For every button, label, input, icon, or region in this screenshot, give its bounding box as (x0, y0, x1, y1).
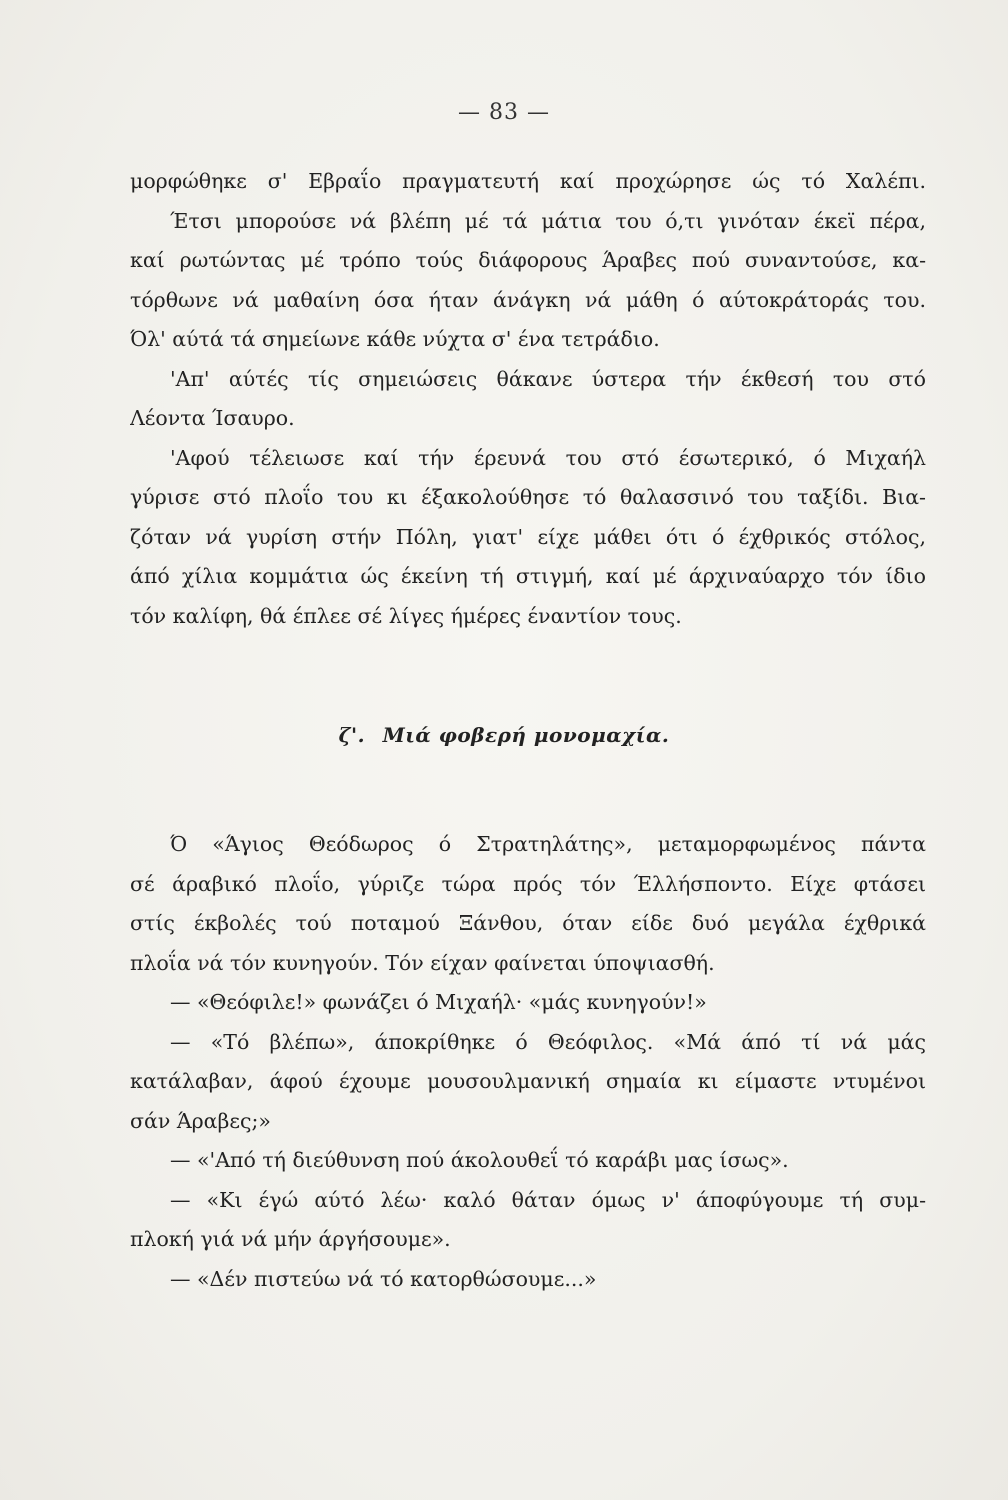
text-line: πλοκή γιά νά μήν άργήσουμε». (130, 1227, 451, 1251)
body-text-section-2 (130, 825, 926, 1299)
text-line: ζόταν νά γυρίση στήν Πόλη, γιατ' είχε μάθει ότι ό έχθρικός στόλος, (130, 524, 926, 549)
text-line: γύρισε στό πλοΐο του κι έξακολούθησε τό θαλασσινό του ταξίδι. Βια- (130, 485, 926, 509)
page-number: — 83 — (458, 100, 550, 125)
text-line: πλοΐα νά τόν κυνηγούν. Τόν είχαν φαίνεται ύποψιασθή. (130, 950, 715, 975)
dialogue-line: — «Δέν πιστεύω νά τό κατορθώσουμε...» (170, 1266, 597, 1291)
text-line: 'Απ' αύτές τίς σημειώσεις θάκανε ύστερα τήν έκθεσή του στό (170, 366, 926, 391)
dialogue-line: — «'Από τή διεύθυνση πού άκολουθεΐ τό καράβι μας ίσως». (170, 1148, 789, 1172)
text-line: Λέοντα Ίσαυρο. (130, 406, 295, 430)
text-line: τόρθωνε νά μαθαίνη όσα ήταν άνάγκη νά μάθη ό αύτοκράτοράς του. (130, 287, 926, 312)
text-line: άπό χίλια κομμάτια ώς έκείνη τή στιγμή, καί μέ άρχιναύαρχο τόν ίδιο (130, 564, 926, 588)
chapter-number: ζ'. (338, 723, 366, 747)
text-line: μορφώθηκε σ' Εβραΐο πραγματευτή καί προχώρησε ώς τό Χαλέπι. (130, 169, 926, 193)
text-line: κατάλαβαν, άφού έχουμε μουσουλμανική σημαία κι είμαστε ντυμένοι (130, 1069, 926, 1093)
text-line: σέ άραβικό πλοΐο, γύριζε τώρα πρός τόν Έλλήσποντο. Είχε φτάσει (130, 871, 926, 896)
chapter-heading (0, 723, 1008, 747)
text-line: σάν Άραβες;» (130, 1108, 271, 1133)
text-line: καί ρωτώντας μέ τρόπο τούς διάφορους Άραβες πού συναντούσε, κα- (130, 248, 926, 272)
text-line: 'Αφού τέλειωσε καί τήν έρευνά του στό έσωτερικό, ό Μιχαήλ (170, 445, 926, 470)
text-line: τόν καλίφη, θά έπλεε σέ λίγες ήμέρες έναντίον τους. (130, 603, 682, 628)
text-line: Έτσι μπορούσε νά βλέπη μέ τά μάτια του ό,τι γινόταν έκεϊ πέρα, (170, 208, 926, 233)
text-line: Όλ' αύτά τά σημείωνε κάθε νύχτα σ' ένα τετράδιο. (130, 327, 660, 351)
text-line: στίς έκβολές τού ποταμού Ξάνθου, όταν είδε δυό μεγάλα έχθρικά (130, 911, 926, 935)
dialogue-line: — «Θεόφιλε!» φωνάζει ό Μιχαήλ· «μάς κυνηγούν!» (170, 990, 707, 1014)
text-line: Ό «Άγιος Θεόδωρος ό Στρατηλάτης», μεταμορφωμένος πάντα (170, 832, 926, 856)
dialogue-line: — «Τό βλέπω», άποκρίθηκε ό Θεόφιλος. «Μά άπό τί νά μάς (170, 1029, 926, 1054)
chapter-title: Μιά φοβερή μονομαχία. (382, 723, 670, 747)
body-text-section-1 (130, 162, 926, 636)
dialogue-line: — «Κι έγώ αύτό λέω· καλό θάταν όμως ν' άποφύγουμε τή συμ- (170, 1187, 926, 1212)
